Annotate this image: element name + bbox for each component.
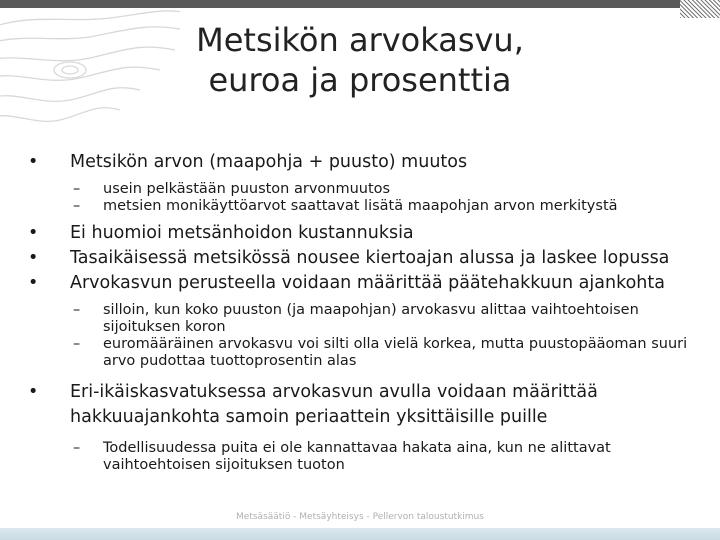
bullet-item: • Metsikön arvon (maapohja + puusto) muutos (28, 152, 468, 172)
title-line-2: euroa ja prosenttia (208, 61, 512, 99)
footer-text: Metsäsäätiö - Metsäyhteisys - Pellervon taloustutkimus (236, 512, 484, 522)
bullet-item: • Eri-ikäiskasvatuksessa arvokasvun avulla voidaan määrittää hakkuuajankohta samoin periaattein yksittäisille puille (28, 382, 598, 427)
bullet-item: • Ei huomioi metsänhoidon kustannuksia (28, 223, 414, 243)
bullet-item: • Tasaikäisessä metsikössä nousee kiertoajan alussa ja laskee lopussa (28, 248, 670, 268)
slide-title (90, 20, 630, 100)
bullet-item: • Arvokasvun perusteella voidaan määrittää päätehakkuun ajankohta (28, 273, 665, 293)
sub-bullet-item: – Todellisuudessa puita ei ole kannattavaa hakata aina, kun ne alittavat vaihtoehtoisen sijoituksen tuoton (73, 440, 611, 473)
sub-bullet-item: – metsien monikäyttöarvot saattavat lisätä maapohjan arvon merkitystä (73, 198, 618, 214)
sub-bullet-item: – silloin, kun koko puuston (ja maapohjan) arvokasvu alittaa vaihtoehtoisen sijoituksen koron (73, 302, 639, 335)
title-line-1: Metsikön arvokasvu, (196, 21, 524, 59)
bottom-band (0, 528, 720, 540)
slide-body (28, 150, 698, 474)
sub-bullet-item: – usein pelkästään puuston arvonmuutos (73, 181, 391, 197)
corner-pattern (680, 0, 720, 18)
top-bar (0, 0, 720, 8)
sub-bullet-item: – euromääräinen arvokasvu voi silti olla vielä korkea, mutta puustopääoman suuri arvo pudottaa tuottoprosentin alas (73, 336, 688, 369)
